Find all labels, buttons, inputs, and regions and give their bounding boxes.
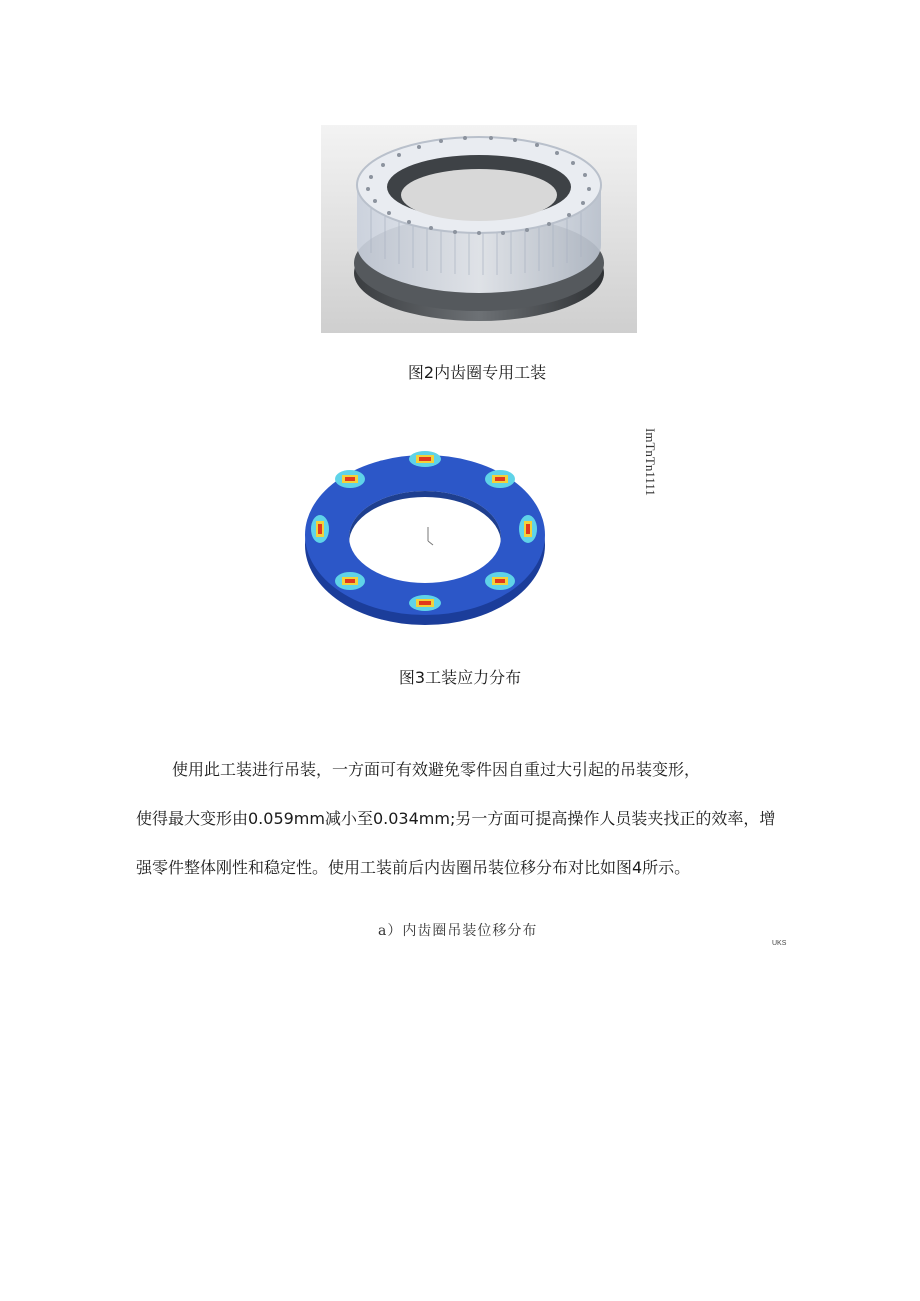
figure-3-side-label: ImTnTn1111 xyxy=(643,428,658,496)
paragraph-line-2: 使得最大变形由0.059mm减小至0.034mm;另一方面可提高操作人员装夹找正的效率，增 xyxy=(136,809,776,828)
paragraph-line-1: 使用此工装进行吊装，一方面可有效避免零件因自重过大引起的吊装变形， xyxy=(172,760,701,779)
figure-2-caption: 图2内齿圈专用工装 xyxy=(407,363,547,382)
ring-fixture-illustration xyxy=(321,125,637,333)
figure-3-caption: 图3工装应力分布 xyxy=(398,668,522,687)
stress-distribution-illustration xyxy=(300,445,550,630)
figure-4a-caption: a）内齿圈吊装位移分布 xyxy=(378,923,538,939)
figure-2-image xyxy=(321,125,637,333)
paragraph-line-3: 强零件整体刚性和稳定性。使用工装前后内齿圈吊装位移分布对比如图4所示。 xyxy=(136,858,691,877)
figure-3-image xyxy=(300,445,550,630)
figure-4a-corner-label: UKS xyxy=(772,940,787,947)
